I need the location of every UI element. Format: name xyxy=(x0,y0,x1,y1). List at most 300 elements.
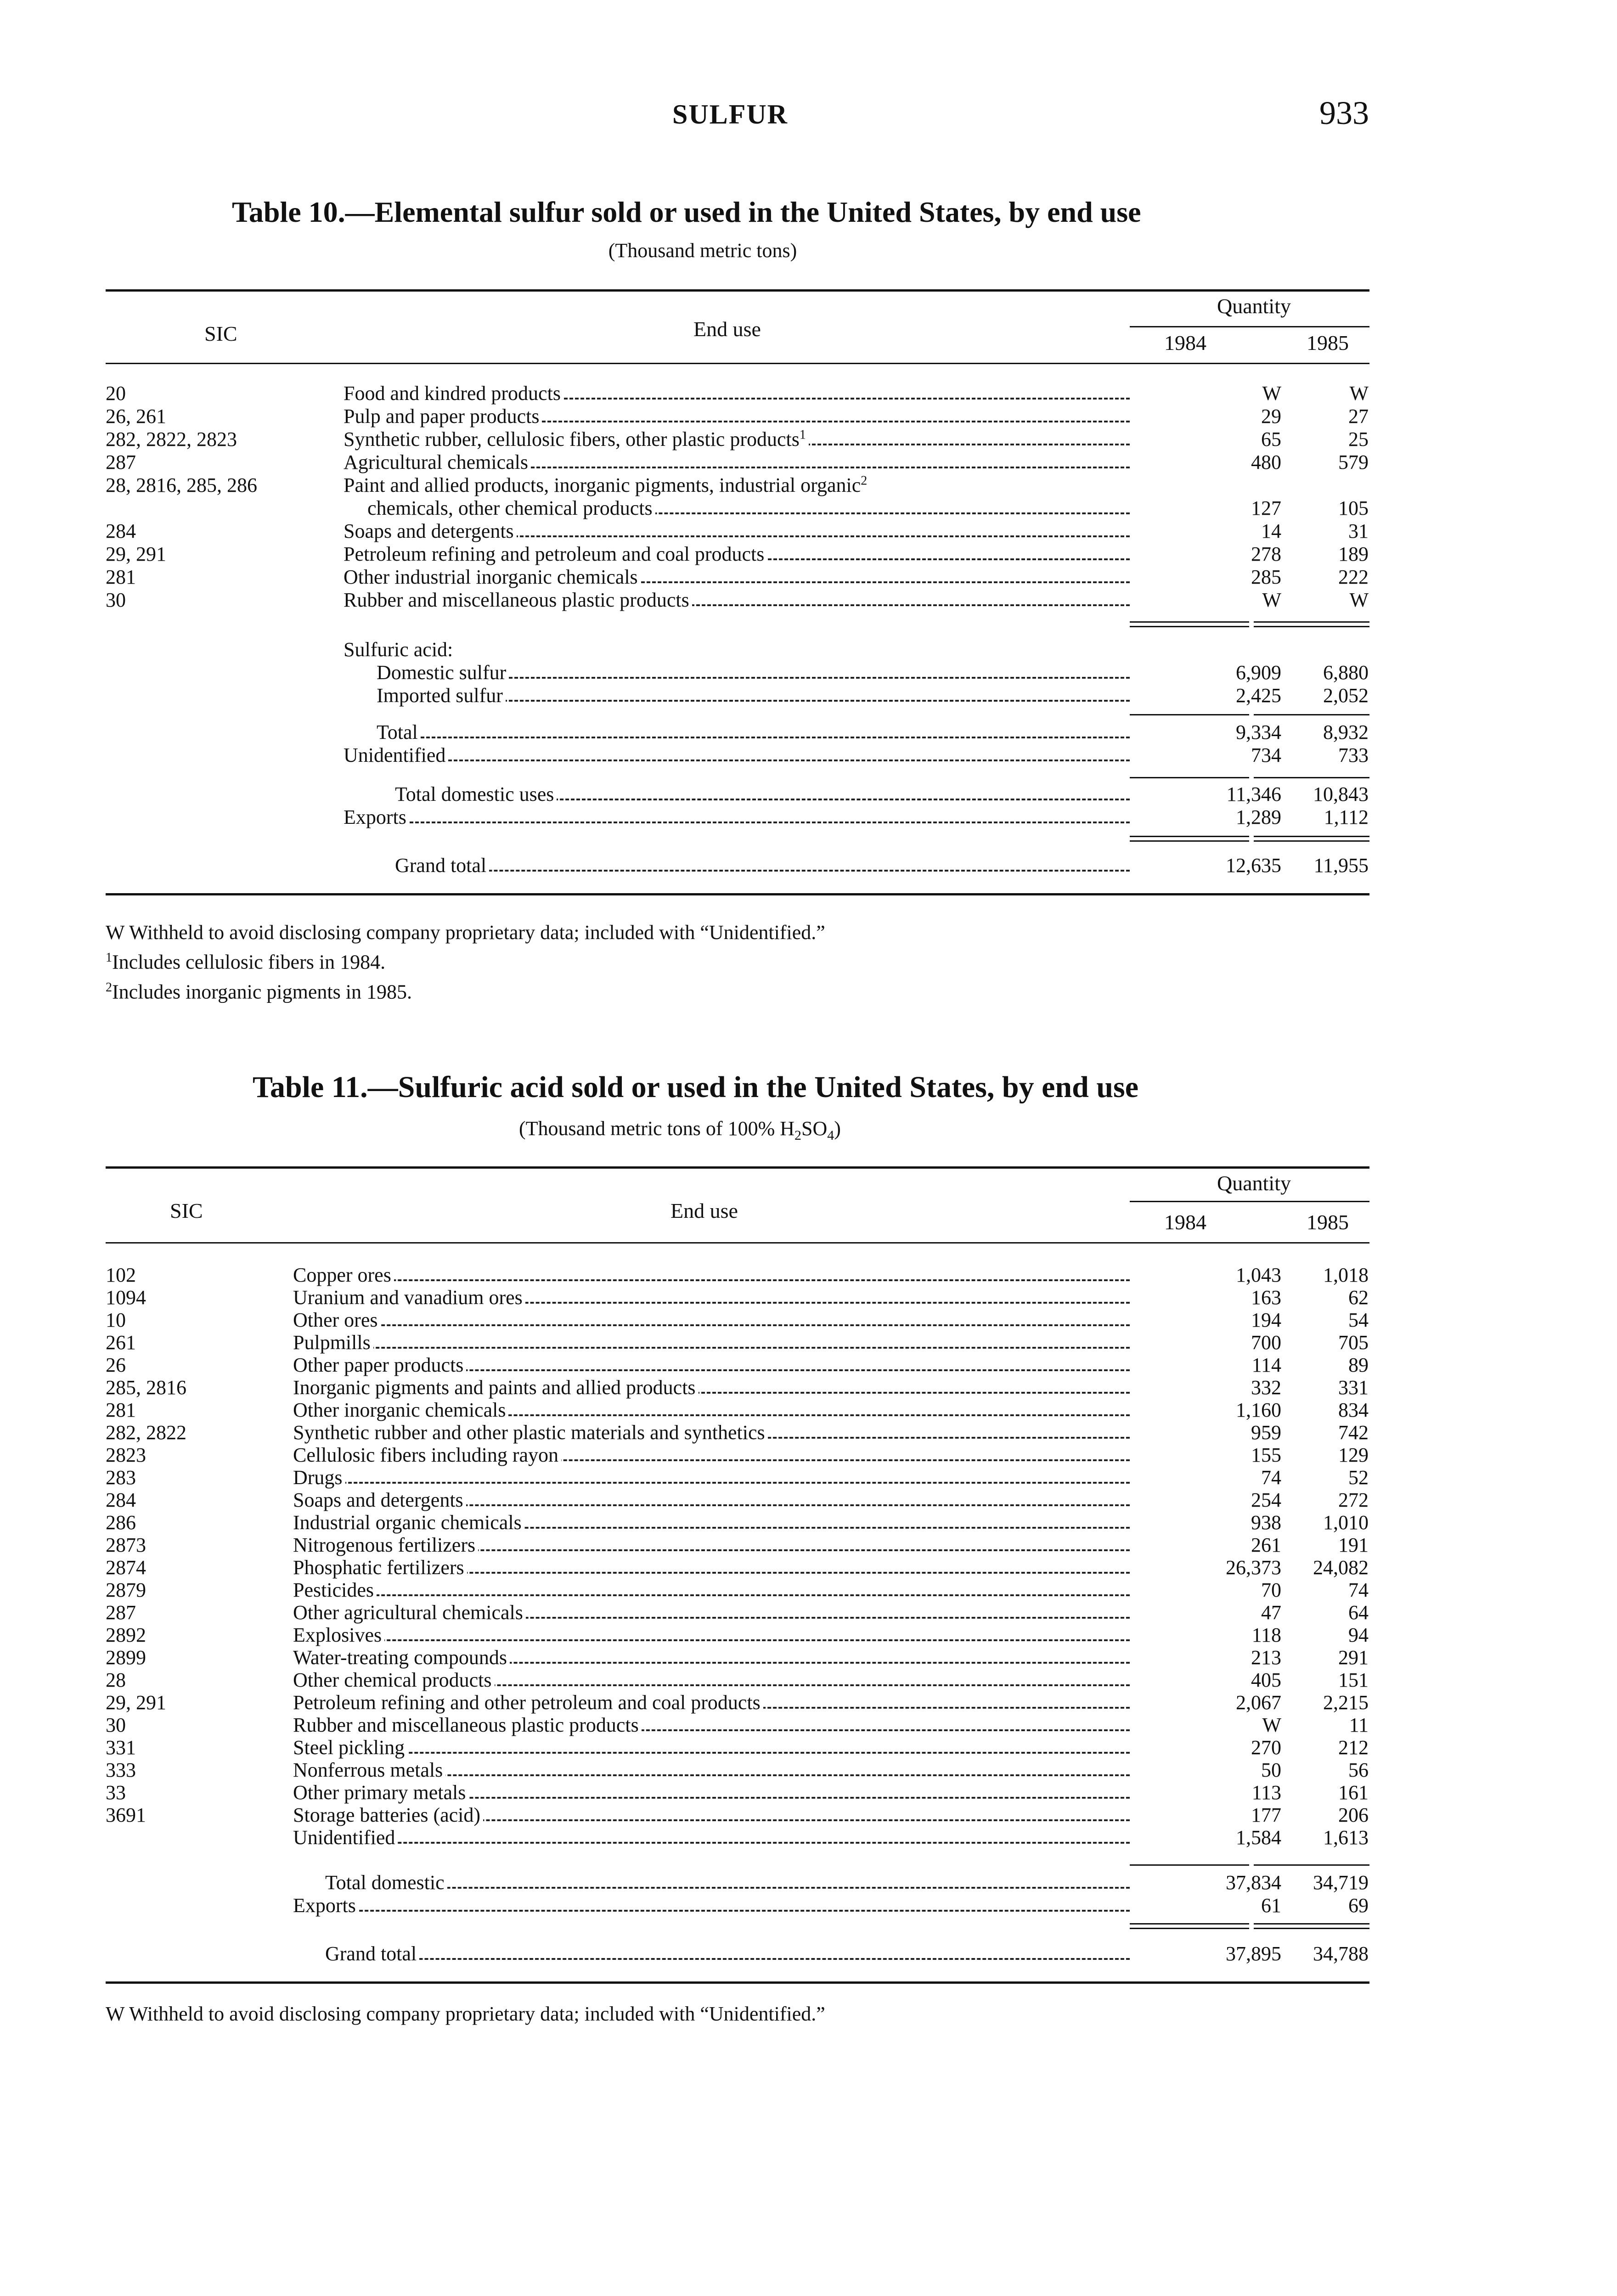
value-1985: 579 xyxy=(1338,451,1369,473)
value-1985: 161 xyxy=(1338,1781,1369,1804)
end-use xyxy=(325,1871,1130,1894)
end-use-label xyxy=(293,1714,642,1736)
table10-row xyxy=(106,497,1369,520)
value-1984: 118 xyxy=(1251,1624,1281,1646)
end-use-text: Exports xyxy=(293,1894,356,1917)
value-1985: 2,215 xyxy=(1323,1691,1369,1714)
end-use-label xyxy=(344,382,563,405)
end-use-text: Phosphatic fertilizers xyxy=(293,1556,464,1579)
value-1984: 254 xyxy=(1251,1489,1281,1511)
value-1985: 52 xyxy=(1348,1466,1369,1489)
table10-header-rule xyxy=(106,363,1369,364)
end-use xyxy=(344,405,1130,428)
sic-code: 102 xyxy=(106,1264,136,1286)
table11-row xyxy=(106,1399,1369,1422)
end-use xyxy=(293,1421,1130,1444)
value-1984: W xyxy=(1262,589,1281,611)
end-use-text: Paint and allied products, inorganic pigments, industrial organic xyxy=(344,474,861,496)
end-use xyxy=(293,1826,1130,1849)
sic-code: 2873 xyxy=(106,1534,146,1556)
table11-row xyxy=(106,1579,1369,1602)
value-1984: 480 xyxy=(1251,451,1281,473)
sic-code: 30 xyxy=(106,589,126,611)
value-1984: 1,043 xyxy=(1236,1264,1281,1286)
end-use xyxy=(293,1736,1130,1759)
end-use-label xyxy=(293,1264,394,1286)
end-use-text: Synthetic rubber, cellulosic fibers, other plastic products xyxy=(344,428,800,450)
value-1984: 2,425 xyxy=(1236,684,1281,707)
value-1985: 8,932 xyxy=(1323,721,1369,743)
end-use-label xyxy=(293,1759,445,1781)
end-use-label xyxy=(377,721,421,743)
end-use-text: Other primary metals xyxy=(293,1781,466,1804)
end-use-label xyxy=(344,405,542,428)
end-use-text: Industrial organic chemicals xyxy=(293,1511,522,1534)
leader-dots xyxy=(344,760,1130,761)
leader-dots xyxy=(344,822,1130,823)
value-1985: 291 xyxy=(1338,1646,1369,1669)
end-use-text: Total domestic xyxy=(325,1871,445,1894)
leader-dots xyxy=(293,1482,1130,1484)
value-1984: 26,373 xyxy=(1226,1556,1281,1579)
value-1984: 37,834 xyxy=(1226,1871,1281,1894)
end-use-label xyxy=(293,1736,407,1759)
table10-row xyxy=(106,382,1369,405)
table10-grand-rule-b-1985 xyxy=(1254,840,1369,842)
value-1985: 10,843 xyxy=(1313,783,1369,805)
end-use-label xyxy=(344,566,641,588)
end-use xyxy=(293,1489,1130,1512)
value-1985: 189 xyxy=(1338,543,1369,565)
table10-subtotal-rule-1985 xyxy=(1254,777,1369,778)
unit-suffix: ) xyxy=(834,1117,841,1140)
value-1984: 47 xyxy=(1261,1601,1281,1624)
leader-dots xyxy=(377,737,1130,738)
sic-code: 33 xyxy=(106,1781,126,1804)
end-use xyxy=(293,1579,1130,1602)
end-use-label xyxy=(293,1466,345,1489)
table10-total-rule-1984 xyxy=(1130,714,1249,715)
end-use-label xyxy=(377,684,506,707)
footnote-text-2: Includes inorganic pigments in 1985. xyxy=(112,980,412,1003)
value-1985: 733 xyxy=(1338,744,1369,766)
sic-code: 282, 2822 xyxy=(106,1421,186,1444)
table10-row xyxy=(106,405,1369,428)
value-1984: 177 xyxy=(1251,1804,1281,1826)
value-1984: 127 xyxy=(1251,497,1281,519)
running-title: SULFUR xyxy=(672,99,789,129)
end-use xyxy=(293,1264,1130,1287)
value-1985: 129 xyxy=(1338,1444,1369,1466)
end-use xyxy=(293,1286,1130,1309)
end-use-text: Petroleum refining and petroleum and coal products xyxy=(344,543,765,565)
value-1985: 54 xyxy=(1348,1309,1369,1331)
end-use xyxy=(344,520,1130,543)
table10-grand-rule-a-1985 xyxy=(1254,836,1369,837)
table10-footnote-2 xyxy=(106,975,825,1005)
end-use-text: Pesticides xyxy=(293,1579,374,1601)
table11-row xyxy=(106,1376,1369,1399)
end-use-label xyxy=(293,1556,467,1579)
value-1984: 700 xyxy=(1251,1331,1281,1354)
value-1985: 206 xyxy=(1338,1804,1369,1826)
sic-code: 2879 xyxy=(106,1579,146,1601)
end-use-text: Exports xyxy=(344,806,406,828)
value-1984: 270 xyxy=(1251,1736,1281,1759)
end-use-label xyxy=(395,854,489,877)
table11-top-rule xyxy=(106,1166,1369,1169)
value-1984: 74 xyxy=(1261,1466,1281,1489)
value-1985: 1,010 xyxy=(1323,1511,1369,1534)
table10-rule-a-1985 xyxy=(1254,621,1369,623)
end-use-text: Inorganic pigments and paints and allied products xyxy=(293,1376,696,1399)
end-use xyxy=(293,1646,1130,1669)
end-use-label xyxy=(293,1444,561,1466)
sic-code: 331 xyxy=(106,1736,136,1759)
value-1985: 212 xyxy=(1338,1736,1369,1759)
value-1985: 191 xyxy=(1338,1534,1369,1556)
sic-code: 285, 2816 xyxy=(106,1376,186,1399)
table11-caption: Table 11.—Sulfuric acid sold or used in the United States, by end use xyxy=(253,1070,1139,1104)
end-use-text: Agricultural chemicals xyxy=(344,451,528,473)
end-use xyxy=(344,451,1130,474)
end-use-text: Explosives xyxy=(293,1624,382,1646)
end-use-text: Steel pickling xyxy=(293,1736,405,1759)
end-use xyxy=(377,721,1130,744)
value-1985: 331 xyxy=(1338,1376,1369,1399)
table11-total-rule-1985 xyxy=(1254,1864,1369,1866)
value-1984: 938 xyxy=(1251,1511,1281,1534)
end-use-label xyxy=(293,1286,525,1309)
leader-dots xyxy=(293,1594,1130,1596)
table10-rule-b-1984 xyxy=(1130,626,1249,627)
sic-code: 3691 xyxy=(106,1804,146,1826)
end-use xyxy=(344,474,1130,497)
value-1984: 113 xyxy=(1251,1781,1281,1804)
sic-code: 1094 xyxy=(106,1286,146,1309)
end-use-text: Synthetic rubber and other plastic materials and synthetics xyxy=(293,1421,765,1444)
end-use-text: Pulpmills xyxy=(293,1331,371,1354)
table11-unit xyxy=(519,1117,841,1143)
table10-exports-row xyxy=(106,806,1369,829)
table10-caption: Table 10.—Elemental sulfur sold or used in the United States, by end use xyxy=(232,196,1141,228)
value-1985: 31 xyxy=(1348,520,1369,542)
table11-row xyxy=(106,1511,1369,1534)
table11-row xyxy=(106,1759,1369,1782)
table10-sulfuric-row xyxy=(106,684,1369,707)
end-use-text: Nitrogenous fertilizers xyxy=(293,1534,476,1556)
end-use-text: Other chemical products xyxy=(293,1669,492,1691)
unit-sub-4: 4 xyxy=(827,1127,834,1143)
sic-code: 29, 291 xyxy=(106,1691,166,1714)
table11-bottom-rule xyxy=(106,1981,1369,1984)
table11-exports-row xyxy=(106,1894,1369,1917)
sic-code: 29, 291 xyxy=(106,543,166,565)
value-1985: 25 xyxy=(1348,428,1369,450)
value-1984: 1,160 xyxy=(1236,1399,1281,1421)
sic-code: 333 xyxy=(106,1759,136,1781)
sic-code: 284 xyxy=(106,1489,136,1511)
end-use-text: Nonferrous metals xyxy=(293,1759,443,1781)
sic-code: 2899 xyxy=(106,1646,146,1669)
end-use-label xyxy=(325,1942,419,1965)
table11-row xyxy=(106,1624,1369,1647)
end-use-text: Other industrial inorganic chemicals xyxy=(344,566,638,588)
value-1985: 1,112 xyxy=(1324,806,1369,828)
end-use xyxy=(377,661,1130,684)
end-use xyxy=(293,1669,1130,1692)
end-use-text: Cellulosic fibers including rayon xyxy=(293,1444,558,1466)
end-use xyxy=(293,1444,1130,1467)
end-use-text: chemicals, other chemical products xyxy=(367,497,653,519)
value-1985: 27 xyxy=(1348,405,1369,428)
end-use-text: Rubber and miscellaneous plastic products xyxy=(344,589,689,611)
table11-row xyxy=(106,1669,1369,1692)
table11-grand-rule-b-1984 xyxy=(1130,1928,1249,1929)
table11-header-rule xyxy=(106,1242,1369,1244)
table11-row xyxy=(106,1646,1369,1669)
footnote-mark-1: 1 xyxy=(106,951,112,965)
unit-so: SO xyxy=(801,1117,828,1140)
leader-dots xyxy=(293,1347,1130,1349)
end-use-text: Uranium and vanadium ores xyxy=(293,1286,523,1309)
sic-code: 10 xyxy=(106,1309,126,1331)
end-use xyxy=(293,1511,1130,1534)
value-1984: 14 xyxy=(1261,520,1281,542)
table11-grand-rule-a-1984 xyxy=(1130,1923,1249,1925)
end-use-text: Soaps and detergents xyxy=(293,1489,463,1511)
unit-prefix: (Thousand metric tons of 100% H xyxy=(519,1117,794,1140)
table10-quantity-rule xyxy=(1130,326,1369,327)
value-1984: W xyxy=(1262,1714,1281,1736)
leader-dots xyxy=(293,1910,1130,1912)
table11-row xyxy=(106,1804,1369,1827)
table11-row xyxy=(106,1309,1369,1332)
end-use-label xyxy=(344,543,767,565)
end-use-text: Other paper products xyxy=(293,1354,464,1376)
sic-code: 287 xyxy=(106,451,136,473)
end-use xyxy=(293,1714,1130,1737)
end-use-label xyxy=(344,638,456,661)
end-use-text: Petroleum refining and other petroleum and coal products xyxy=(293,1691,761,1714)
table11-total-rule-1984 xyxy=(1130,1864,1249,1866)
end-use xyxy=(344,566,1130,589)
end-use xyxy=(395,854,1130,877)
table10-col-1984: 1984 xyxy=(1164,331,1206,355)
end-use-label xyxy=(344,428,809,450)
value-1985: 6,880 xyxy=(1323,661,1369,684)
footnote-ref: 2 xyxy=(861,474,868,488)
value-1985: 89 xyxy=(1348,1354,1369,1376)
end-use-label xyxy=(344,451,531,473)
leader-dots xyxy=(293,1639,1130,1641)
end-use xyxy=(293,1804,1130,1827)
end-use-label xyxy=(293,1534,478,1556)
table10-col-sic: SIC xyxy=(204,322,237,345)
table11-row xyxy=(106,1534,1369,1557)
end-use-text: Other agricultural chemicals xyxy=(293,1601,523,1624)
leader-dots xyxy=(293,1279,1130,1281)
end-use xyxy=(325,1942,1130,1965)
end-use xyxy=(344,543,1130,566)
value-1985: 11,955 xyxy=(1313,854,1369,877)
end-use-text: Pulp and paper products xyxy=(344,405,540,428)
value-1985: 1,613 xyxy=(1323,1826,1369,1849)
sic-code: 284 xyxy=(106,520,136,542)
table11-footnote: W Withheld to avoid disclosing company proprietary data; included with “Unidentified.” xyxy=(106,2003,825,2025)
table11-row xyxy=(106,1826,1369,1849)
table11-col-1984: 1984 xyxy=(1164,1210,1206,1234)
table11-row xyxy=(106,1286,1369,1309)
unit-sub-2: 2 xyxy=(794,1127,801,1143)
value-1984: 2,067 xyxy=(1236,1691,1281,1714)
value-1984: 194 xyxy=(1251,1309,1281,1331)
table10-bottom-rule xyxy=(106,893,1369,895)
end-use xyxy=(293,1556,1130,1579)
end-use xyxy=(293,1376,1130,1399)
sic-code: 26, 261 xyxy=(106,405,166,428)
leader-dots xyxy=(325,1958,1130,1960)
end-use-label xyxy=(293,1894,359,1917)
end-use-text: Grand total xyxy=(325,1942,417,1965)
value-1984: 734 xyxy=(1251,744,1281,766)
end-use-text: Unidentified xyxy=(344,744,446,766)
value-1984: 1,289 xyxy=(1236,806,1281,828)
end-use-label xyxy=(293,1669,495,1691)
value-1985: 272 xyxy=(1338,1489,1369,1511)
value-1985: 705 xyxy=(1338,1331,1369,1354)
end-use-label xyxy=(344,744,448,766)
table10-unit: (Thousand metric tons) xyxy=(608,239,797,262)
value-1984: 405 xyxy=(1251,1669,1281,1691)
table10-grand-rule-b-1984 xyxy=(1130,840,1249,842)
end-use-label xyxy=(293,1376,699,1399)
leader-dots xyxy=(293,1842,1130,1844)
table11-row xyxy=(106,1556,1369,1579)
end-use-text: Soaps and detergents xyxy=(344,520,514,542)
end-use-label xyxy=(293,1511,524,1534)
end-use-text: Total xyxy=(377,721,418,743)
table11-row xyxy=(106,1714,1369,1737)
table10-rule-b-1985 xyxy=(1254,626,1369,627)
end-use-label xyxy=(293,1579,377,1601)
end-use xyxy=(344,382,1130,405)
value-1985: 74 xyxy=(1348,1579,1369,1601)
table10-unidentified-row xyxy=(106,744,1369,767)
end-use xyxy=(293,1601,1130,1624)
value-1984: 11,346 xyxy=(1226,783,1281,805)
value-1985: 69 xyxy=(1348,1894,1369,1917)
value-1985: 34,788 xyxy=(1313,1942,1369,1965)
value-1984: 50 xyxy=(1261,1759,1281,1781)
end-use xyxy=(293,1534,1130,1557)
value-1984: 163 xyxy=(1251,1286,1281,1309)
table10-total-domestic-row xyxy=(106,783,1369,806)
value-1984: 278 xyxy=(1251,543,1281,565)
table10-col-end-use: End use xyxy=(693,317,761,341)
value-1984: 1,584 xyxy=(1236,1826,1281,1849)
end-use-label xyxy=(293,1691,763,1714)
table10-row xyxy=(106,566,1369,589)
table10-row xyxy=(106,451,1369,474)
end-use-text: Sulfuric acid: xyxy=(344,638,453,661)
value-1984: 29 xyxy=(1261,405,1281,428)
sic-code: 26 xyxy=(106,1354,126,1376)
sic-code: 28 xyxy=(106,1669,126,1691)
value-1985: 742 xyxy=(1338,1421,1369,1444)
value-1984: 959 xyxy=(1251,1421,1281,1444)
end-use-label xyxy=(293,1624,384,1646)
value-1985: 151 xyxy=(1338,1669,1369,1691)
sic-code: 28, 2816, 285, 286 xyxy=(106,474,257,496)
table10-footnote-w: W Withheld to avoid disclosing company proprietary data; included with “Unidentified.” xyxy=(106,921,825,944)
value-1984: 9,334 xyxy=(1236,721,1281,743)
leader-dots xyxy=(293,1752,1130,1754)
end-use xyxy=(293,1354,1130,1377)
sic-code: 282, 2822, 2823 xyxy=(106,428,237,450)
table11-grand-total-row xyxy=(106,1942,1369,1965)
table10-row xyxy=(106,543,1369,566)
leader-dots xyxy=(395,870,1130,872)
sic-code: 281 xyxy=(106,1399,136,1421)
footnote-mark-2: 2 xyxy=(106,980,112,995)
sic-code: 2892 xyxy=(106,1624,146,1646)
value-1985: 24,082 xyxy=(1313,1556,1369,1579)
end-use-label xyxy=(293,1804,483,1826)
end-use-text: Food and kindred products xyxy=(344,382,561,405)
value-1984: 155 xyxy=(1251,1444,1281,1466)
end-use xyxy=(377,684,1130,707)
end-use-label xyxy=(293,1781,468,1804)
table11-row xyxy=(106,1264,1369,1287)
value-1985: 11 xyxy=(1349,1714,1369,1736)
sic-code: 283 xyxy=(106,1466,136,1489)
value-1985: 56 xyxy=(1348,1759,1369,1781)
end-use-label xyxy=(293,1489,466,1511)
end-use-text: Grand total xyxy=(395,854,487,877)
end-use xyxy=(395,783,1130,806)
end-use xyxy=(367,497,1130,520)
table11-row xyxy=(106,1331,1369,1354)
table10-total-rule-1985 xyxy=(1254,714,1369,715)
table11-row xyxy=(106,1601,1369,1624)
end-use-text: Other ores xyxy=(293,1309,378,1331)
end-use xyxy=(293,1894,1130,1917)
value-1984: 6,909 xyxy=(1236,661,1281,684)
sic-code: 261 xyxy=(106,1331,136,1354)
end-use xyxy=(293,1309,1130,1332)
end-use xyxy=(293,1624,1130,1647)
table10-total-row xyxy=(106,721,1369,744)
table11-row xyxy=(106,1354,1369,1377)
table11-row xyxy=(106,1781,1369,1804)
value-1985: 1,018 xyxy=(1323,1264,1369,1286)
table10-sulfuric-row xyxy=(106,661,1369,684)
table11-row xyxy=(106,1444,1369,1467)
sic-code: 287 xyxy=(106,1601,136,1624)
end-use xyxy=(344,744,1130,767)
table10-footnote-1 xyxy=(106,945,825,975)
value-1985: W xyxy=(1349,382,1369,405)
value-1985: 34,719 xyxy=(1313,1871,1369,1894)
end-use xyxy=(293,1331,1130,1354)
end-use xyxy=(293,1691,1130,1714)
table10-sulfuric-heading xyxy=(106,638,1369,661)
table11-row xyxy=(106,1691,1369,1714)
sic-code: 2823 xyxy=(106,1444,146,1466)
end-use-label xyxy=(293,1354,466,1376)
end-use-label xyxy=(367,497,655,519)
